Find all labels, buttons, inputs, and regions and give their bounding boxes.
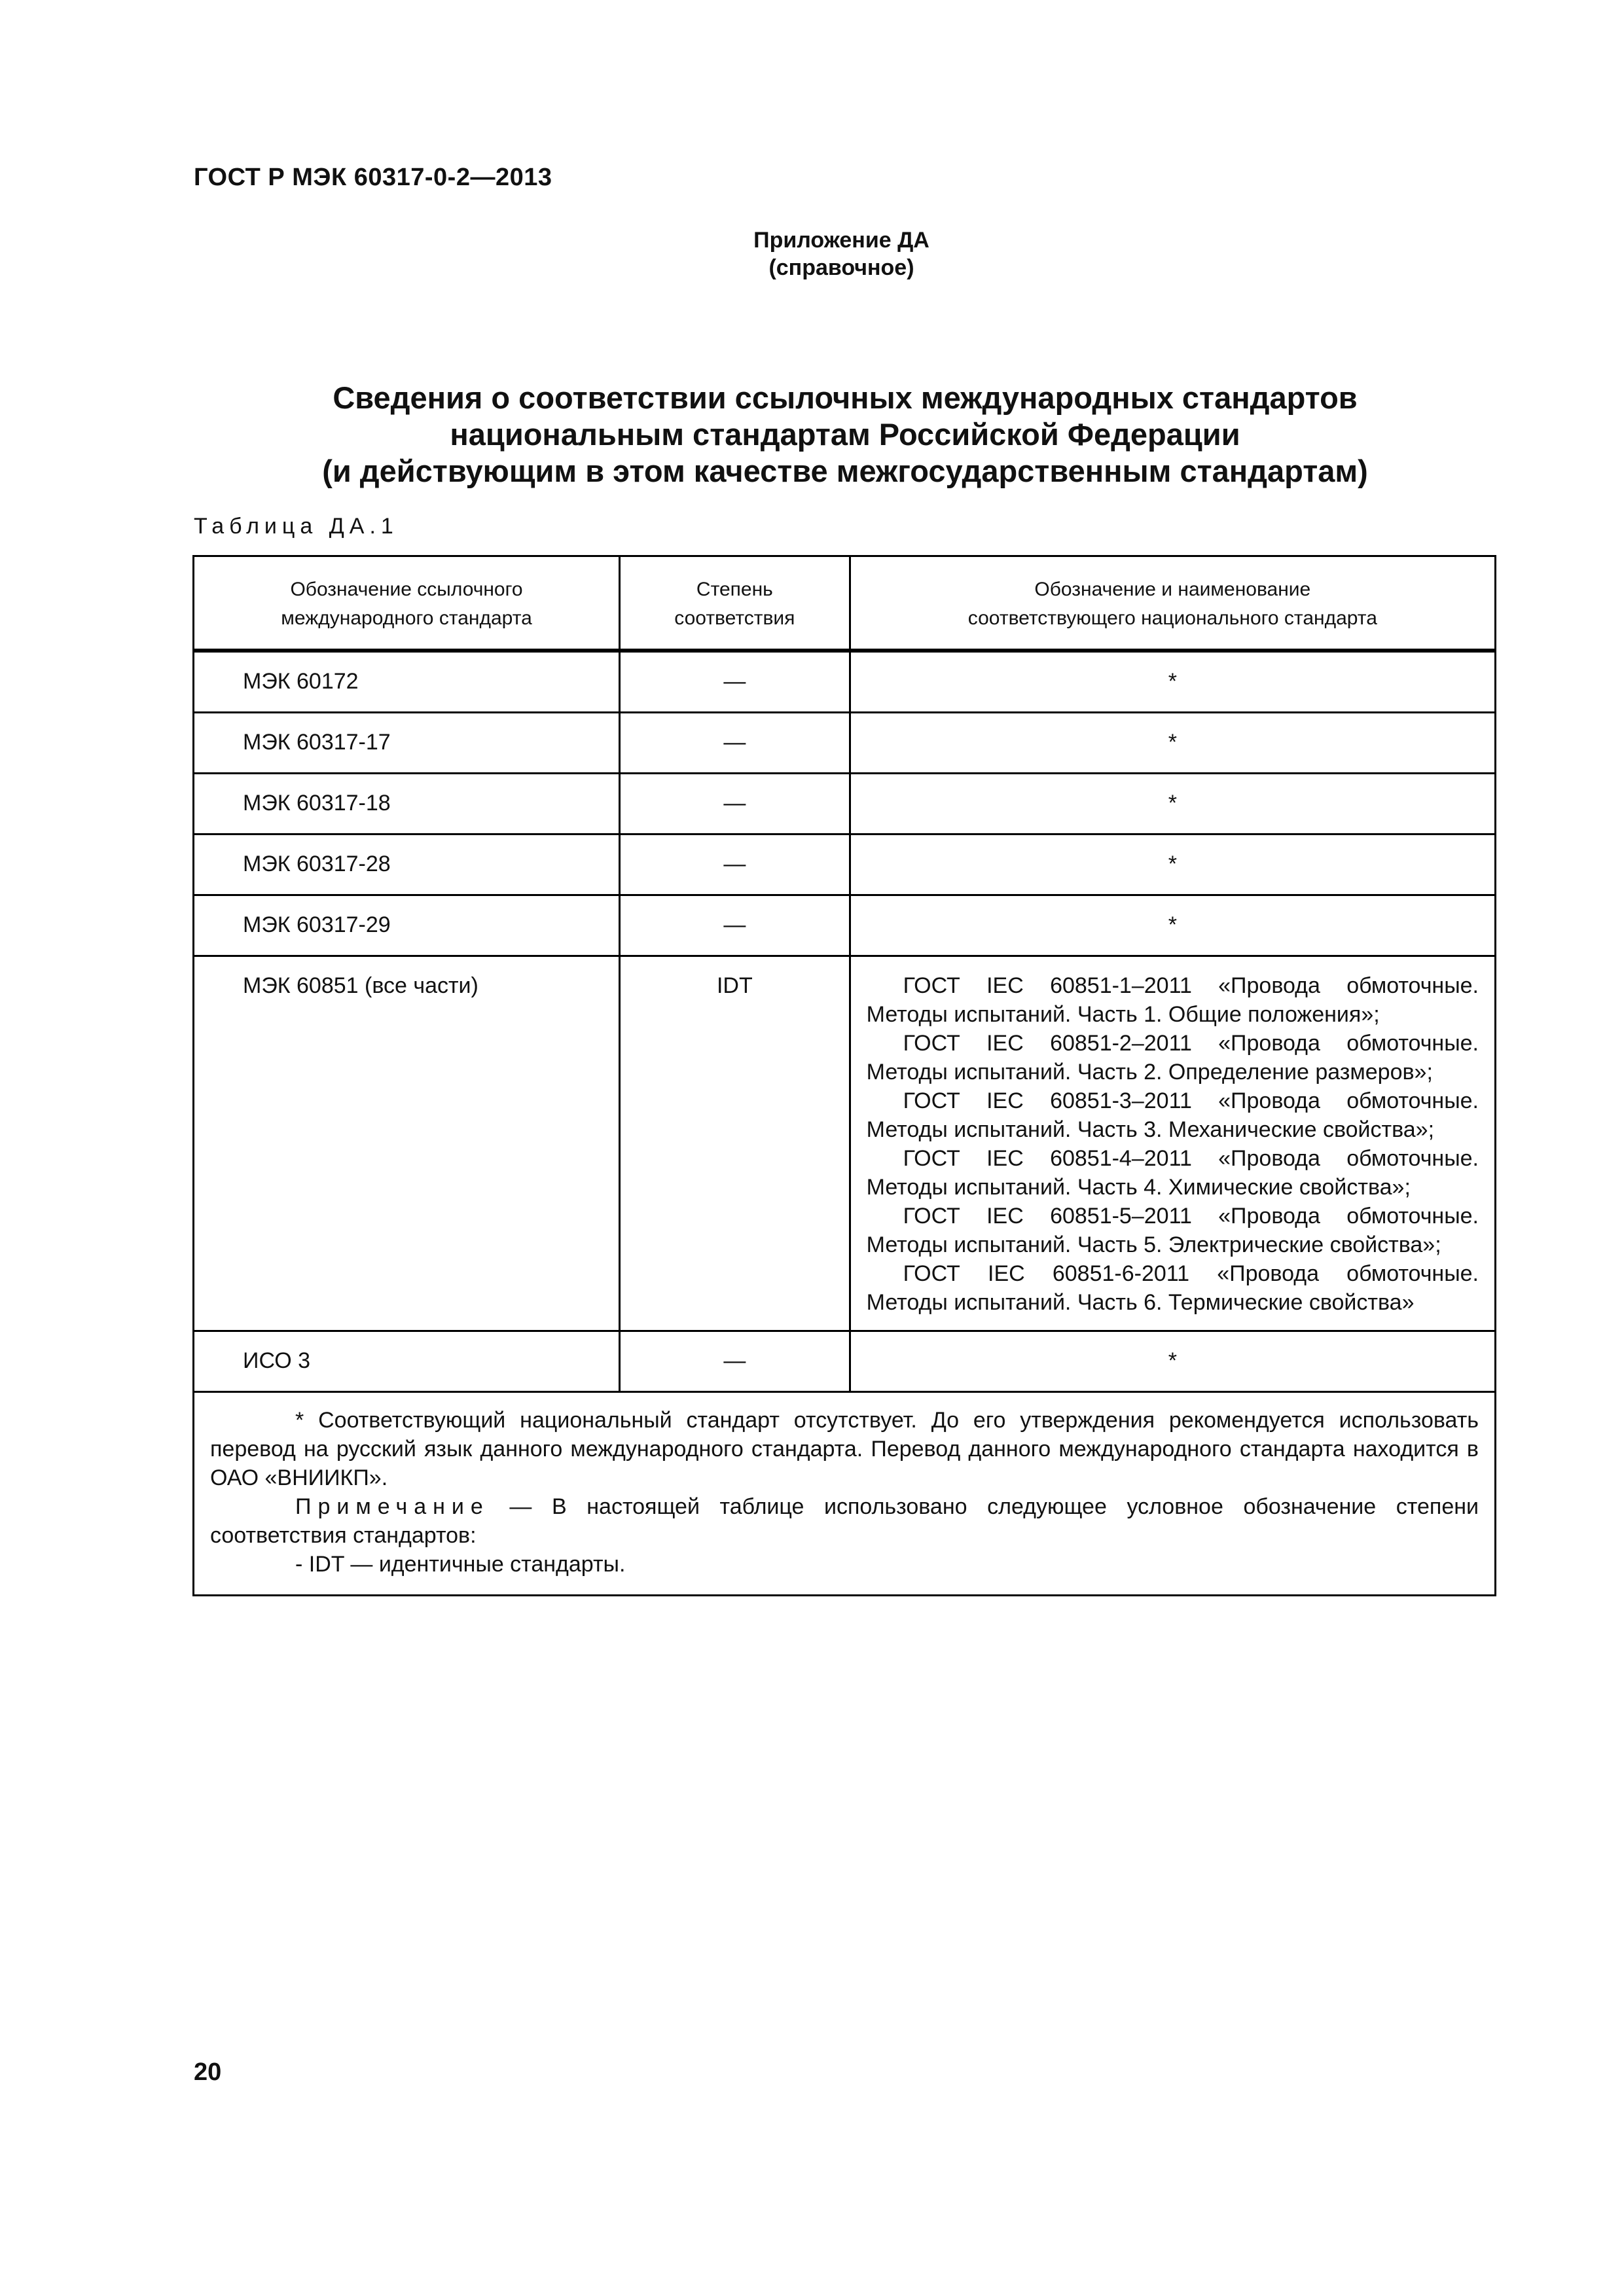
table-row [194, 774, 1496, 834]
cell-national: * [850, 834, 1495, 895]
footnote-note [210, 1492, 1479, 1550]
footnote-idt: - IDT — идентичные стандарты. [295, 1552, 626, 1577]
correspondence-table [192, 555, 1496, 1596]
cell-national: * [850, 895, 1495, 956]
document-header-id: ГОСТ Р МЭК 60317-0-2—2013 [194, 164, 552, 191]
appendix-heading [0, 226, 1624, 281]
national-standard-entry: ГОСТ IEC 60851-4–2011 «Провода обмоточные. Методы испытаний. Часть 4. Химические свойства»; [866, 1146, 1479, 1200]
cell-reference: МЭК 60317-17 [194, 713, 620, 774]
table-row [194, 713, 1496, 774]
cell-reference: МЭК 60172 [194, 651, 620, 713]
cell-reference: МЭК 60317-28 [194, 834, 620, 895]
cell-degree: — [620, 895, 850, 956]
cell-national-list [850, 956, 1495, 1331]
title-line-2: национальным стандартам Российской Федерации [450, 417, 1240, 452]
cell-national: * [850, 651, 1495, 713]
appendix-type: (справочное) [768, 255, 914, 280]
cell-degree: — [620, 651, 850, 713]
header-degree: Степень соответствия [620, 556, 850, 651]
table-caption: Таблица ДА.1 [194, 514, 399, 539]
table-row [194, 834, 1496, 895]
table-row [194, 651, 1496, 713]
cell-reference: ИСО 3 [194, 1331, 620, 1392]
cell-degree: — [620, 713, 850, 774]
page-title [194, 380, 1496, 490]
table-row [194, 895, 1496, 956]
page-number: 20 [194, 2058, 222, 2086]
cell-degree: — [620, 834, 850, 895]
cell-degree: — [620, 1331, 850, 1392]
note-label: Примечание [295, 1494, 490, 1519]
national-standard-entry: ГОСТ IEC 60851-6-2011 «Провода обмоточные. Методы испытаний. Часть 6. Термические свойства» [866, 1261, 1479, 1315]
national-standard-entry: ГОСТ IEC 60851-3–2011 «Провода обмоточные. Методы испытаний. Часть 3. Механические свойства»; [866, 1088, 1479, 1142]
table-footnote [194, 1392, 1496, 1596]
cell-national: * [850, 774, 1495, 834]
table-footnote-row [194, 1392, 1496, 1596]
title-line-1: Сведения о соответствии ссылочных международных стандартов [333, 380, 1358, 415]
appendix-name: Приложение ДА [753, 228, 929, 253]
table-header-row [194, 556, 1496, 651]
national-standard-entry: ГОСТ IEC 60851-1–2011 «Провода обмоточные. Методы испытаний. Часть 1. Общие положения»; [866, 973, 1479, 1027]
cell-degree: — [620, 774, 850, 834]
cell-national: * [850, 1331, 1495, 1392]
table-row [194, 956, 1496, 1331]
cell-reference: МЭК 60317-18 [194, 774, 620, 834]
note-text: — В настоящей таблице использовано следующее условное обозначение степени соответствия стандартов: [210, 1494, 1479, 1548]
header-national-standard: Обозначение и наименование соответствующего национального стандарта [850, 556, 1495, 651]
cell-degree: IDT [620, 956, 850, 1331]
footnote-star: * Соответствующий национальный стандарт отсутствует. До его утверждения рекомендуется использовать перевод на русский язык данного международного стандарта. Перевод данного международного стандарта находится в ОАО «ВНИИКП». [210, 1408, 1479, 1490]
table-row [194, 1331, 1496, 1392]
cell-reference: МЭК 60851 (все части) [194, 956, 620, 1331]
header-reference-standard: Обозначение ссылочного международного стандарта [194, 556, 620, 651]
cell-national: * [850, 713, 1495, 774]
title-line-3: (и действующим в этом качестве межгосударственным стандартам) [322, 454, 1368, 488]
national-standard-entry: ГОСТ IEC 60851-5–2011 «Провода обмоточные. Методы испытаний. Часть 5. Электрические свойства»; [866, 1204, 1479, 1257]
cell-reference: МЭК 60317-29 [194, 895, 620, 956]
national-standard-entry: ГОСТ IEC 60851-2–2011 «Провода обмоточные. Методы испытаний. Часть 2. Определение размеров»; [866, 1031, 1479, 1085]
